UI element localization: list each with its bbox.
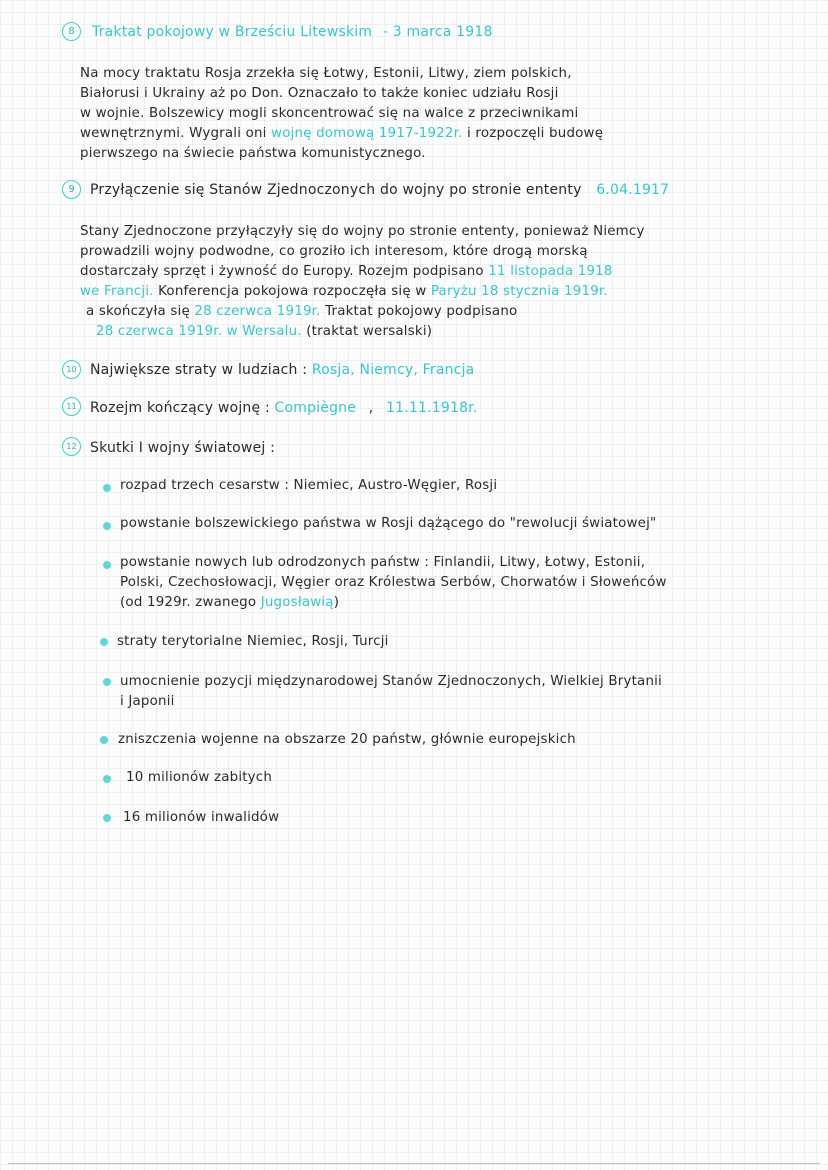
section-number-9: 9 bbox=[62, 180, 81, 199]
section-11-label: Rozejm kończący wojnę : bbox=[90, 400, 270, 416]
effect-item-2: powstanie bolszewickiego państwa w Rosji dążącego do "rewolucji światowej" bbox=[120, 516, 657, 531]
section-9-line-4-text: Konferencja pokojowa rozpoczęła się w bbox=[158, 284, 427, 299]
effect-item-4: straty terytorialne Niemiec, Rosji, Turcji bbox=[117, 634, 389, 649]
section-8-line-2: Białorusi i Ukrainy aż po Don. Oznaczało to także koniec udziału Rosji bbox=[80, 86, 559, 101]
section-9-date: 6.04.1917 bbox=[596, 182, 670, 198]
effect-item-3-close-paren: ) bbox=[333, 595, 340, 610]
section-8-line-4-end: i rozpoczęli budowę bbox=[467, 126, 604, 141]
section-9-versailles: 28 czerwca 1919r. w Wersalu. bbox=[96, 324, 302, 339]
effect-item-5-line-1: umocnienie pozycji międzynarodowej Stanów Zjednoczonych, Wielkiej Brytanii bbox=[120, 674, 662, 689]
section-9-line-4 bbox=[80, 284, 608, 299]
section-number-11: 11 bbox=[62, 397, 81, 416]
section-10-label: Największe straty w ludziach : bbox=[90, 362, 308, 378]
section-9-line-6 bbox=[96, 324, 432, 339]
effect-item-5-line-2: i Japonii bbox=[120, 694, 175, 709]
section-9-line-5 bbox=[86, 304, 517, 319]
effect-item-3-line-3 bbox=[120, 595, 339, 610]
section-number-10: 10 bbox=[62, 360, 81, 379]
effect-item-6: zniszczenia wojenne na obszarze 20 państw, głównie europejskich bbox=[118, 732, 576, 747]
section-10-line bbox=[90, 362, 474, 378]
section-8-date: - 3 marca 1918 bbox=[382, 24, 493, 40]
section-11-value: Compiègne bbox=[274, 400, 357, 416]
section-11-line: Rozejm kończący wojnę : Compiègne , 11.11.1918r. bbox=[90, 400, 478, 416]
bullet-dot bbox=[100, 736, 108, 744]
section-9-end-date: 28 czerwca 1919r. bbox=[194, 304, 321, 319]
effect-item-7: 10 milionów zabitych bbox=[126, 770, 273, 785]
section-9-paris-date: Paryżu 18 stycznia 1919r. bbox=[430, 284, 608, 299]
effect-item-3-yugoslavia: Jugosławią bbox=[260, 595, 334, 610]
bullet-dot bbox=[103, 522, 111, 530]
section-11-date: 11.11.1918r. bbox=[386, 400, 478, 416]
section-8-line-4 bbox=[80, 126, 603, 141]
section-9-line-3 bbox=[80, 264, 613, 279]
bullet-dot bbox=[103, 678, 111, 686]
section-9-line-3-text: dostarczały sprzęt i żywność do Europy. Rozejm podpisano bbox=[80, 264, 484, 279]
section-8-heading bbox=[92, 24, 493, 40]
bullet-dot bbox=[103, 561, 111, 569]
section-9-line-2: prowadzili wojny podwodne, co groziło ich interesom, które drogą morską bbox=[80, 244, 588, 259]
section-8-line-3: w wojnie. Bolszewicy mogli skoncentrować się na walce z przeciwnikami bbox=[80, 106, 579, 121]
page-bottom-edge bbox=[8, 1163, 820, 1164]
effect-item-8: 16 milionów inwalidów bbox=[123, 810, 280, 825]
section-8-line-4-text: wewnętrznymi. Wygrali oni bbox=[80, 126, 267, 141]
section-8-civil-war: wojnę domową 1917-1922r. bbox=[271, 126, 463, 141]
section-8-line-1: Na mocy traktatu Rosja zrzekła się Łotwy, Estonii, Litwy, ziem polskich, bbox=[80, 66, 572, 81]
bullet-dot bbox=[103, 484, 111, 492]
section-9-line-5-text: a skończyła się bbox=[86, 304, 190, 319]
section-number-12: 12 bbox=[62, 437, 81, 456]
section-10-value: Rosja, Niemcy, Francja bbox=[311, 362, 475, 378]
section-9-title: Przyłączenie się Stanów Zjednoczonych do wojny po stronie ententy bbox=[90, 182, 582, 198]
section-9-heading bbox=[90, 182, 669, 198]
section-number-8: 8 bbox=[62, 22, 81, 41]
effect-item-3-line-3-text: (od 1929r. zwanego bbox=[120, 595, 257, 610]
section-8-title: Traktat pokojowy w Brześciu Litewskim bbox=[92, 24, 373, 40]
section-9-line-1: Stany Zjednoczone przyłączyły się do wojny po stronie ententy, ponieważ Niemcy bbox=[80, 224, 645, 239]
effect-item-1: rozpad trzech cesarstw : Niemiec, Austro-Węgier, Rosji bbox=[120, 478, 498, 493]
effect-item-3-line-2: Polski, Czechosłowacji, Węgier oraz Królestwa Serbów, Chorwatów i Słoweńców bbox=[120, 575, 667, 590]
section-9-france: we Francji. bbox=[80, 284, 154, 299]
section-9-line-5-end: Traktat pokojowy podpisano bbox=[325, 304, 518, 319]
bullet-dot bbox=[103, 775, 111, 783]
section-12-title: Skutki I wojny światowej : bbox=[90, 440, 276, 456]
section-9-treaty-name: (traktat wersalski) bbox=[306, 324, 433, 339]
section-8-line-5: pierwszego na świecie państwa komunistycznego. bbox=[80, 146, 426, 161]
bullet-dot bbox=[100, 638, 108, 646]
bullet-dot bbox=[103, 814, 111, 822]
section-9-armistice-date: 11 listopada 1918 bbox=[488, 264, 613, 279]
effect-item-3-line-1: powstanie nowych lub odrodzonych państw : Finlandii, Litwy, Łotwy, Estonii, bbox=[120, 555, 646, 570]
